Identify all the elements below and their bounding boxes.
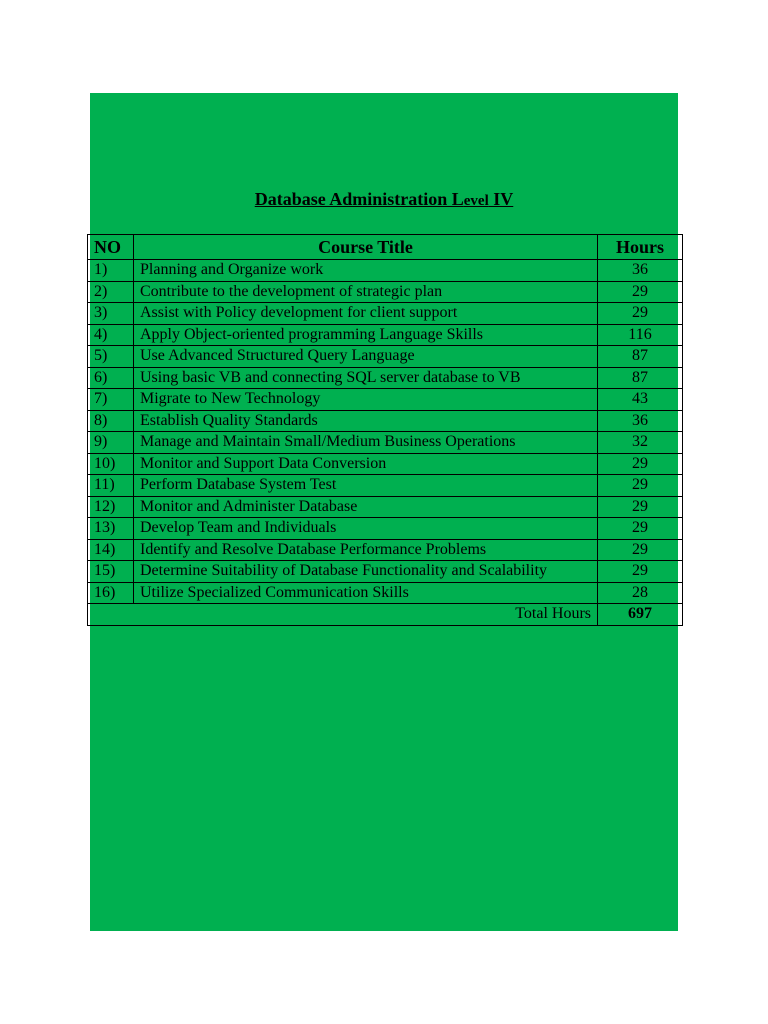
course-hours: 28 [598, 582, 683, 604]
course-table [87, 234, 683, 626]
table-row [88, 518, 683, 540]
table-row [88, 410, 683, 432]
course-number: 7) [88, 389, 134, 411]
table-row [88, 453, 683, 475]
course-hours: 29 [598, 539, 683, 561]
page-title [90, 189, 678, 210]
page-title-part2: evel [463, 193, 489, 209]
course-hours: 29 [598, 281, 683, 303]
course-title: Identify and Resolve Database Performance Problems [134, 539, 598, 561]
table-row [88, 303, 683, 325]
table-row [88, 539, 683, 561]
course-number: 12) [88, 496, 134, 518]
total-hours-value: 697 [598, 604, 683, 626]
course-title: Manage and Maintain Small/Medium Business Operations [134, 432, 598, 454]
course-hours: 29 [598, 518, 683, 540]
table-row [88, 582, 683, 604]
table-row [88, 324, 683, 346]
table-row [88, 496, 683, 518]
course-title: Develop Team and Individuals [134, 518, 598, 540]
table-header-row [88, 235, 683, 260]
course-title: Migrate to New Technology [134, 389, 598, 411]
course-hours: 29 [598, 561, 683, 583]
total-hours-label: Total Hours [88, 604, 598, 626]
course-hours: 32 [598, 432, 683, 454]
course-number: 4) [88, 324, 134, 346]
course-hours: 29 [598, 453, 683, 475]
course-title: Determine Suitability of Database Functionality and Scalability [134, 561, 598, 583]
header-no: NO [88, 235, 134, 260]
course-number: 13) [88, 518, 134, 540]
course-title: Planning and Organize work [134, 260, 598, 282]
table-row [88, 432, 683, 454]
course-number: 5) [88, 346, 134, 368]
table-row [88, 367, 683, 389]
course-hours: 43 [598, 389, 683, 411]
course-number: 6) [88, 367, 134, 389]
table-row [88, 346, 683, 368]
page-title-part3: IV [488, 189, 514, 209]
course-number: 9) [88, 432, 134, 454]
table-row [88, 475, 683, 497]
course-title: Use Advanced Structured Query Language [134, 346, 598, 368]
course-hours: 87 [598, 367, 683, 389]
course-hours: 29 [598, 475, 683, 497]
course-hours: 116 [598, 324, 683, 346]
course-title: Establish Quality Standards [134, 410, 598, 432]
course-hours: 36 [598, 260, 683, 282]
table-row [88, 561, 683, 583]
course-number: 8) [88, 410, 134, 432]
header-course-title: Course Title [134, 235, 598, 260]
table-row [88, 389, 683, 411]
header-hours: Hours [598, 235, 683, 260]
course-hours: 29 [598, 303, 683, 325]
course-number: 14) [88, 539, 134, 561]
course-title: Assist with Policy development for client support [134, 303, 598, 325]
course-number: 2) [88, 281, 134, 303]
course-hours: 36 [598, 410, 683, 432]
course-number: 3) [88, 303, 134, 325]
course-title: Utilize Specialized Communication Skills [134, 582, 598, 604]
table-body [88, 260, 683, 604]
course-title: Monitor and Support Data Conversion [134, 453, 598, 475]
course-hours: 87 [598, 346, 683, 368]
page-title-part1: Database Administration L [254, 189, 464, 209]
course-hours: 29 [598, 496, 683, 518]
course-title: Contribute to the development of strategic plan [134, 281, 598, 303]
total-row [88, 604, 683, 626]
course-number: 10) [88, 453, 134, 475]
table-row [88, 281, 683, 303]
course-number: 1) [88, 260, 134, 282]
course-title: Perform Database System Test [134, 475, 598, 497]
course-number: 16) [88, 582, 134, 604]
table-row [88, 260, 683, 282]
course-title: Monitor and Administer Database [134, 496, 598, 518]
course-number: 11) [88, 475, 134, 497]
course-title: Using basic VB and connecting SQL server database to VB [134, 367, 598, 389]
course-number: 15) [88, 561, 134, 583]
course-title: Apply Object-oriented programming Language Skills [134, 324, 598, 346]
